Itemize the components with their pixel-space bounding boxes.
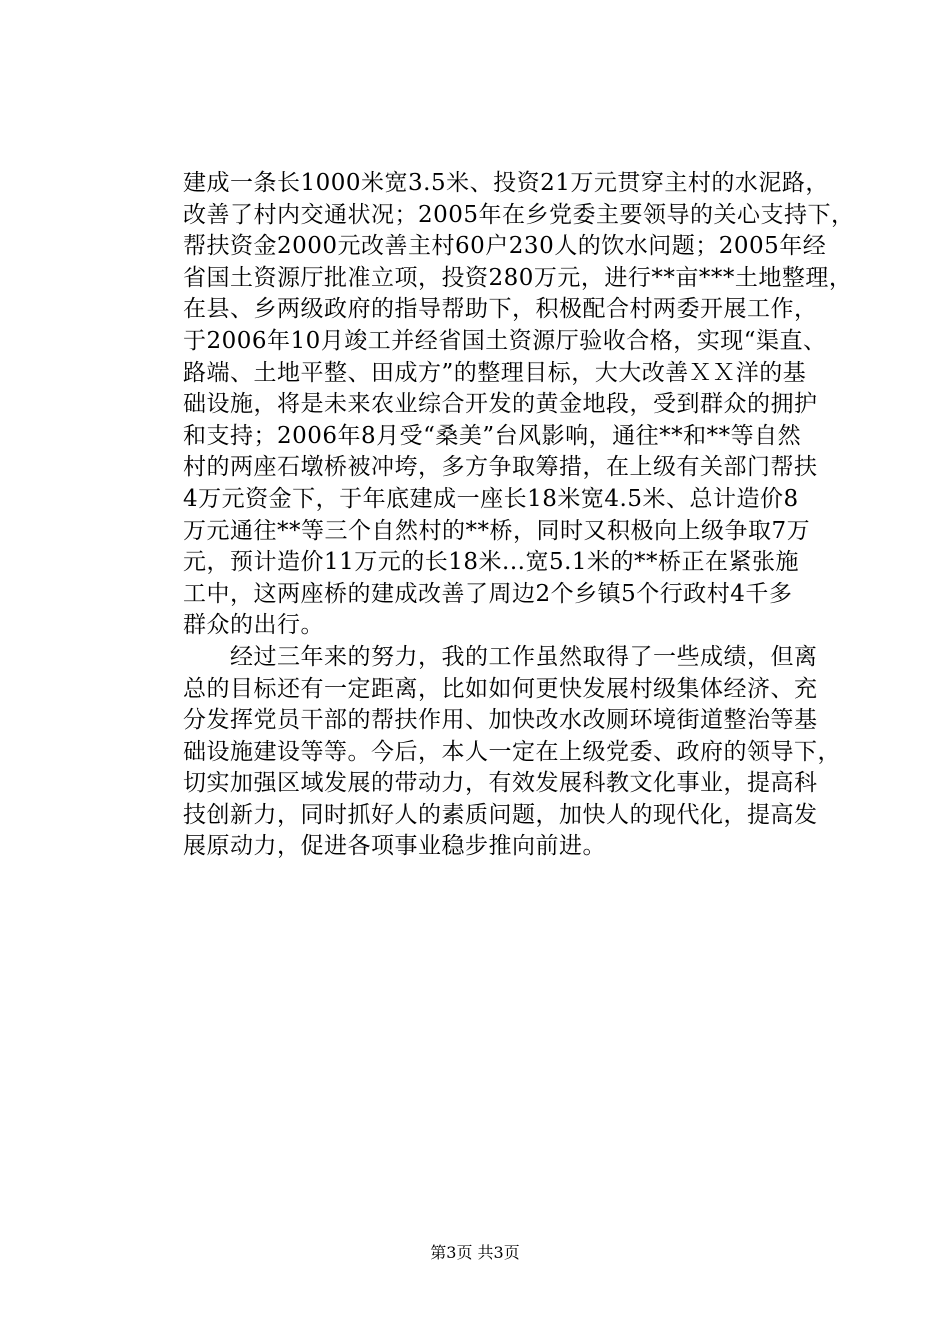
text-line: 和支持；2006年8月受“桑美”台风影响，通往**和**等自然: [183, 422, 802, 449]
text-line: 改善了村内交通状况；2005年在乡党委主要领导的关心支持下，: [183, 201, 855, 228]
text-line: 元，预计造价11万元的长18米...宽5.1米的**桥正在紧张施: [183, 549, 800, 576]
text-line: 路端、土地平整、田成方”的整理目标，大大改善ＸＸ洋的基: [183, 359, 807, 386]
text-line: 分发挥党员干部的帮扶作用、加快改水改厕环境街道整治等基: [183, 707, 818, 734]
body-text: [183, 168, 855, 863]
text-line: 展原动力，促进各项事业稳步推向前进。: [183, 833, 606, 860]
text-line: 切实加强区域发展的带动力，有效发展科教文化事业，提高科: [183, 770, 818, 797]
text-line: 总的目标还有一定距离，比如如何更快发展村级集体经济、充: [183, 675, 818, 702]
text-line: 经过三年来的努力，我的工作虽然取得了一些成绩，但离: [183, 643, 818, 670]
text-line: 技创新力，同时抓好人的素质问题，加快人的现代化，提高发: [183, 801, 818, 828]
text-line: 4万元资金下，于年底建成一座长18米宽4.5米、总计造价8: [183, 485, 799, 512]
text-line: 础设施建设等等。今后，本人一定在上级党委、政府的领导下，: [183, 738, 841, 765]
text-line: 帮扶资金2000元改善主村60户230人的饮水问题；2005年经: [183, 233, 827, 260]
page-number: 第3页 共3页: [430, 1243, 520, 1262]
text-line: 省国土资源厅批准立项，投资280万元，进行**亩***土地整理，: [183, 264, 853, 291]
text-line: 工中，这两座桥的建成改善了周边2个乡镇5个行政村4千多: [183, 580, 793, 607]
text-line: 群众的出行。: [183, 612, 324, 639]
text-line: 在县、乡两级政府的指导帮助下，积极配合村两委开展工作，: [183, 296, 818, 323]
text-line: 建成一条长1000米宽3.5米、投资21万元贯穿主村的水泥路，: [183, 170, 829, 196]
text-line: 于2006年10月竣工并经省国土资源厅验收合格，实现“渠直、: [183, 327, 827, 354]
page-footer: [0, 1243, 950, 1263]
text-line: 村的两座石墩桥被冲垮，多方争取筹措，在上级有关部门帮扶: [183, 454, 818, 481]
text-line: 万元通往**等三个自然村的**桥，同时又积极向上级争取7万: [183, 517, 811, 544]
text-line: 础设施，将是未来农业综合开发的黄金地段，受到群众的拥护: [183, 391, 818, 418]
